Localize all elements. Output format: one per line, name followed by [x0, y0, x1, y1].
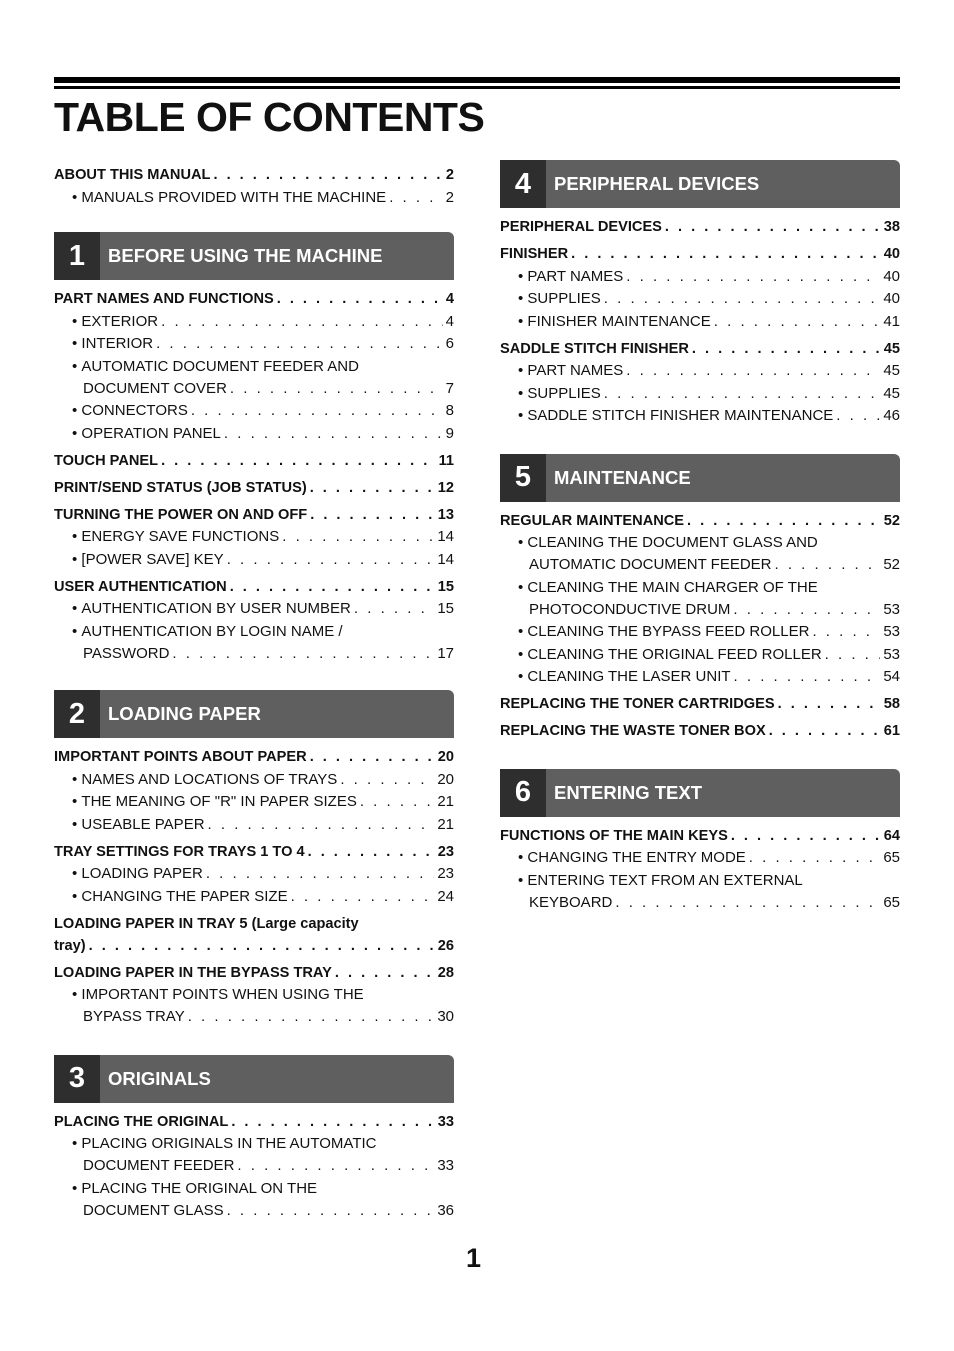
chapter-header-2[interactable]: [54, 690, 454, 738]
toc-subentry[interactable]: • THE MEANING OF "R" IN PAPER SIZES . . . 21: [54, 791, 454, 814]
toc-entry[interactable]: USER AUTHENTICATION . . . 15: [54, 576, 454, 599]
toc-entry[interactable]: REPLACING THE WASTE TONER BOX . . . 61: [500, 720, 900, 743]
chapter-number: 1: [54, 232, 100, 280]
toc-entry[interactable]: SADDLE STITCH FINISHER . . . 45: [500, 338, 900, 361]
toc-subentry-line[interactable]: • CLEANING THE MAIN CHARGER OF THE: [500, 577, 900, 599]
toc-subentry[interactable]: • EXTERIOR . . . 4: [54, 311, 454, 334]
toc-subentry[interactable]: • SADDLE STITCH FINISHER MAINTENANCE . . . 46: [500, 405, 900, 428]
toc-subentry-cont[interactable]: PHOTOCONDUCTIVE DRUM . . . 53: [500, 599, 900, 622]
chapter-title: PERIPHERAL DEVICES: [554, 173, 760, 194]
toc-entry[interactable]: REPLACING THE TONER CARTRIDGES . . . 58: [500, 693, 900, 716]
chapter-number: 6: [500, 769, 546, 817]
toc-subentry[interactable]: • OPERATION PANEL . . . 9: [54, 423, 454, 446]
toc-subentry[interactable]: • LOADING PAPER . . . 23: [54, 863, 454, 886]
toc-subentry[interactable]: • CONNECTORS . . . 8: [54, 400, 454, 423]
page-number: 1: [466, 1243, 482, 1273]
toc-entry-cont[interactable]: tray) . . . 26: [54, 935, 454, 958]
toc-subentry[interactable]: • SUPPLIES . . . 40: [500, 288, 900, 311]
toc-entry[interactable]: TRAY SETTINGS FOR TRAYS 1 TO 4 . . . 23: [54, 841, 454, 864]
chapter-number: 3: [54, 1055, 100, 1103]
toc-left-column: [54, 164, 454, 1222]
toc-subentry-cont[interactable]: PASSWORD . . . 17: [54, 643, 454, 666]
toc-subentry-line[interactable]: • PLACING THE ORIGINAL ON THE: [54, 1178, 454, 1200]
chapter-title: ORIGINALS: [108, 1067, 211, 1089]
top-rule-thin: [54, 86, 900, 89]
toc-subentry[interactable]: • CLEANING THE BYPASS FEED ROLLER . . . 53: [500, 621, 900, 644]
toc-subentry[interactable]: • AUTHENTICATION BY USER NUMBER . . . 15: [54, 598, 454, 621]
chapter-title: BEFORE USING THE MACHINE: [108, 245, 383, 266]
toc-entry[interactable]: ABOUT THIS MANUAL . . . 2: [54, 164, 454, 187]
toc-entry[interactable]: TOUCH PANEL . . . 11: [54, 450, 454, 473]
toc-subentry-line[interactable]: • AUTOMATIC DOCUMENT FEEDER AND: [54, 356, 454, 378]
toc-right-column: [500, 160, 900, 914]
toc-subentry-cont[interactable]: DOCUMENT FEEDER . . . 33: [54, 1155, 454, 1178]
toc-subentry-line[interactable]: • IMPORTANT POINTS WHEN USING THE: [54, 984, 454, 1006]
toc-entry-line[interactable]: LOADING PAPER IN TRAY 5 (Large capacity: [54, 915, 359, 932]
toc-entry[interactable]: FINISHER . . . 40: [500, 243, 900, 266]
toc-subentry-cont[interactable]: KEYBOARD . . . 65: [500, 892, 900, 915]
chapter-number: 2: [54, 690, 100, 738]
toc-subentry[interactable]: • CHANGING THE ENTRY MODE . . . 65: [500, 847, 900, 870]
toc-subentry[interactable]: • MANUALS PROVIDED WITH THE MACHINE . . . 2: [54, 187, 454, 210]
toc-entry[interactable]: PART NAMES AND FUNCTIONS . . . 4: [54, 288, 454, 311]
chapter-header-5[interactable]: [500, 454, 900, 502]
toc-subentry-cont[interactable]: DOCUMENT COVER . . . 7: [54, 378, 454, 401]
toc-subentry[interactable]: • NAMES AND LOCATIONS OF TRAYS . . . 20: [54, 769, 454, 792]
toc-subentry-cont[interactable]: BYPASS TRAY . . . 30: [54, 1006, 454, 1029]
chapter-title: ENTERING TEXT: [554, 781, 703, 803]
toc-subentry[interactable]: • CHANGING THE PAPER SIZE . . . 24: [54, 886, 454, 909]
toc-subentry[interactable]: • ENERGY SAVE FUNCTIONS . . . 14: [54, 526, 454, 549]
toc-entry[interactable]: FUNCTIONS OF THE MAIN KEYS . . . 64: [500, 825, 900, 848]
chapter-header-6[interactable]: [500, 769, 900, 817]
toc-entry[interactable]: TURNING THE POWER ON AND OFF . . . 13: [54, 504, 454, 527]
chapter-header-1[interactable]: [54, 232, 454, 280]
toc-subentry-cont[interactable]: AUTOMATIC DOCUMENT FEEDER . . . 52: [500, 554, 900, 577]
top-rule-thick: [54, 77, 900, 83]
toc-subentry[interactable]: • INTERIOR . . . 6: [54, 333, 454, 356]
toc-subentry[interactable]: • SUPPLIES . . . 45: [500, 383, 900, 406]
chapter-number: 4: [500, 160, 546, 208]
chapter-number: 5: [500, 454, 546, 502]
toc-subentry[interactable]: • [POWER SAVE] KEY . . . 14: [54, 549, 454, 572]
toc-subentry-line[interactable]: • CLEANING THE DOCUMENT GLASS AND: [500, 532, 900, 554]
toc-subentry-line[interactable]: • PLACING ORIGINALS IN THE AUTOMATIC: [54, 1133, 454, 1155]
toc-entry[interactable]: IMPORTANT POINTS ABOUT PAPER . . . 20: [54, 746, 454, 769]
page-title: TABLE OF CONTENTS: [54, 94, 485, 140]
toc-subentry[interactable]: • FINISHER MAINTENANCE . . . 41: [500, 311, 900, 334]
toc-entry[interactable]: PRINT/SEND STATUS (JOB STATUS) . . . 12: [54, 477, 454, 500]
toc-subentry[interactable]: • PART NAMES . . . 45: [500, 360, 900, 383]
chapter-header-4[interactable]: [500, 160, 900, 208]
chapter-header-3[interactable]: [54, 1055, 454, 1103]
toc-subentry-line[interactable]: • ENTERING TEXT FROM AN EXTERNAL: [500, 870, 900, 892]
toc-entry[interactable]: REGULAR MAINTENANCE . . . 52: [500, 510, 900, 533]
toc-subentry[interactable]: • USEABLE PAPER . . . 21: [54, 814, 454, 837]
chapter-title: MAINTENANCE: [554, 466, 691, 488]
chapter-title: LOADING PAPER: [108, 703, 261, 724]
toc-subentry[interactable]: • PART NAMES . . . 40: [500, 266, 900, 289]
toc-subentry[interactable]: • CLEANING THE ORIGINAL FEED ROLLER . . . 53: [500, 644, 900, 667]
toc-entry[interactable]: PLACING THE ORIGINAL . . . 33: [54, 1111, 454, 1134]
toc-subentry[interactable]: • CLEANING THE LASER UNIT . . . 54: [500, 666, 900, 689]
toc-entry[interactable]: LOADING PAPER IN THE BYPASS TRAY . . . 28: [54, 962, 454, 985]
toc-subentry-cont[interactable]: DOCUMENT GLASS . . . 36: [54, 1200, 454, 1223]
toc-entry[interactable]: PERIPHERAL DEVICES . . . 38: [500, 216, 900, 239]
toc-subentry-line[interactable]: • AUTHENTICATION BY LOGIN NAME /: [54, 621, 454, 643]
